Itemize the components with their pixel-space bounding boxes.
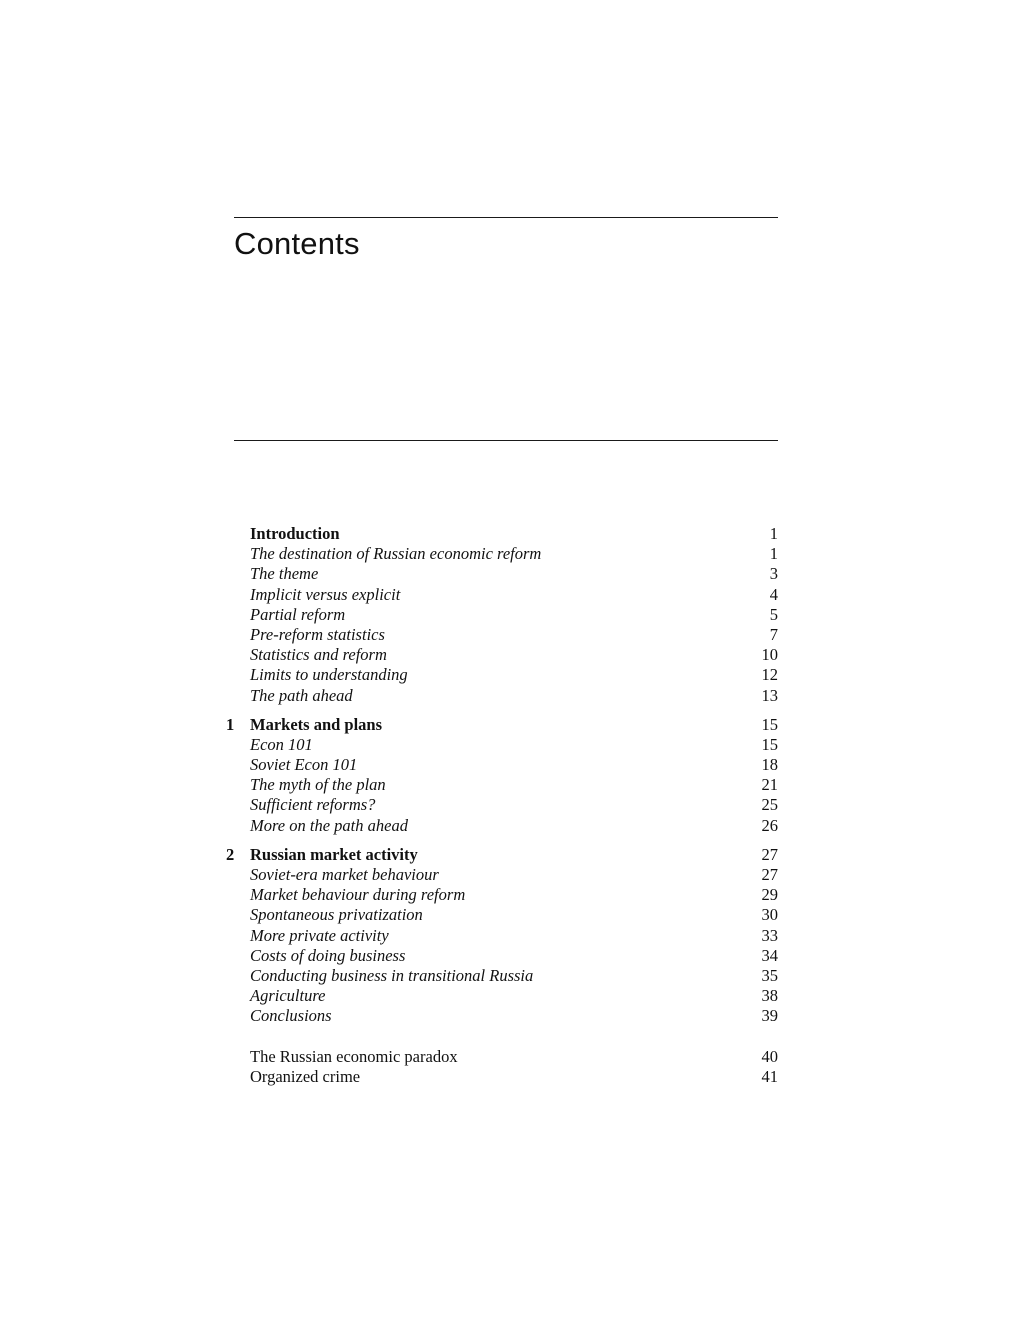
section-page-number: 7	[769, 624, 778, 644]
section-page-number: 40	[761, 1046, 778, 1066]
section-title: The path ahead	[250, 685, 353, 705]
toc-section-entry[interactable]	[226, 735, 778, 755]
toc-chapter	[226, 715, 778, 836]
section-page-number: 26	[761, 815, 778, 835]
toc-chapter	[226, 845, 778, 1027]
toc-section-entry[interactable]	[226, 905, 778, 925]
toc-section-entry[interactable]	[226, 816, 778, 836]
section-page-number: 10	[761, 645, 778, 665]
section-page-number: 3	[769, 564, 778, 584]
section-title: Conclusions	[250, 1006, 332, 1026]
chapter-number: 2	[226, 844, 235, 864]
toc-chapter	[226, 524, 778, 706]
section-title: Implicit versus explicit	[250, 584, 401, 604]
section-title: Soviet-era market behaviour	[250, 865, 439, 884]
toc-section-entry[interactable]	[226, 544, 778, 564]
toc-section-entry[interactable]	[226, 645, 778, 665]
section-page-number: 33	[761, 925, 778, 945]
chapter-title: Introduction	[250, 524, 340, 543]
toc-section-entry[interactable]	[226, 775, 778, 795]
section-title: More on the path ahead	[250, 815, 408, 835]
toc-section-entry[interactable]	[226, 1047, 778, 1067]
section-page-number: 39	[761, 1006, 778, 1026]
table-of-contents	[226, 524, 778, 1087]
section-page-number: 30	[761, 905, 778, 925]
toc-section-entry[interactable]	[226, 605, 778, 625]
toc-section-entry[interactable]	[226, 755, 778, 775]
section-page-number: 15	[761, 734, 778, 754]
toc-section-entry[interactable]	[226, 865, 778, 885]
section-page-number: 21	[761, 775, 778, 795]
toc-section-entry[interactable]	[226, 885, 778, 905]
toc-section-entry[interactable]	[226, 625, 778, 645]
section-page-number: 38	[761, 986, 778, 1006]
section-title: Spontaneous privatization	[250, 905, 423, 925]
section-page-number: 13	[761, 685, 778, 705]
toc-section-entry[interactable]	[226, 585, 778, 605]
section-page-number: 25	[761, 795, 778, 815]
section-title: Sufficient reforms?	[250, 795, 376, 815]
section-title: Market behaviour during reform	[250, 885, 466, 905]
chapter-page-number: 15	[761, 714, 778, 734]
section-page-number: 27	[761, 865, 778, 884]
section-page-number: 4	[769, 584, 778, 604]
section-title: The Russian economic paradox	[250, 1046, 458, 1066]
chapter-page-number: 1	[769, 524, 778, 543]
top-rule	[234, 217, 778, 218]
toc-chapter-heading[interactable]	[226, 715, 778, 735]
toc-section-entry[interactable]	[226, 795, 778, 815]
section-title: Partial reform	[250, 604, 346, 624]
section-title: More private activity	[250, 925, 389, 945]
section-title: Agriculture	[250, 986, 326, 1006]
chapter-title: Russian market activity	[250, 844, 418, 864]
section-title: Conducting business in transitional Russia	[250, 965, 534, 985]
section-page-number: 29	[761, 885, 778, 905]
chapter-title: Markets and plans	[250, 714, 383, 734]
section-title: Limits to understanding	[250, 665, 408, 685]
toc-section-entry[interactable]	[226, 966, 778, 986]
section-page-number: 5	[769, 604, 778, 624]
section-page-number: 12	[761, 665, 778, 685]
chapter-page-number: 27	[761, 844, 778, 864]
section-title: The destination of Russian economic reform	[250, 544, 542, 564]
toc-section-entry[interactable]	[226, 946, 778, 966]
toc-chapter-heading[interactable]	[226, 524, 778, 544]
section-title: Soviet Econ 101	[250, 755, 358, 775]
toc-section-entry[interactable]	[226, 1067, 778, 1087]
section-page-number: 35	[761, 965, 778, 985]
bottom-rule	[234, 440, 778, 441]
section-title: The theme	[250, 564, 319, 584]
section-page-number: 41	[761, 1066, 778, 1086]
section-title: Econ 101	[250, 734, 313, 754]
section-title: Organized crime	[250, 1066, 361, 1086]
toc-chapter	[226, 1047, 778, 1087]
chapter-number: 1	[226, 714, 235, 734]
section-page-number: 1	[769, 544, 778, 564]
section-title: Costs of doing business	[250, 945, 406, 965]
section-title: Statistics and reform	[250, 645, 387, 665]
toc-section-entry[interactable]	[226, 564, 778, 584]
toc-section-entry[interactable]	[226, 986, 778, 1006]
toc-section-entry[interactable]	[226, 1006, 778, 1026]
section-title: Pre-reform statistics	[250, 624, 385, 644]
toc-chapter-heading[interactable]	[226, 845, 778, 865]
section-page-number: 18	[761, 755, 778, 775]
toc-section-entry[interactable]	[226, 926, 778, 946]
page-title: Contents	[234, 226, 360, 261]
section-page-number: 34	[761, 945, 778, 965]
toc-section-entry[interactable]	[226, 686, 778, 706]
section-title: The myth of the plan	[250, 775, 386, 795]
toc-section-entry[interactable]	[226, 665, 778, 685]
